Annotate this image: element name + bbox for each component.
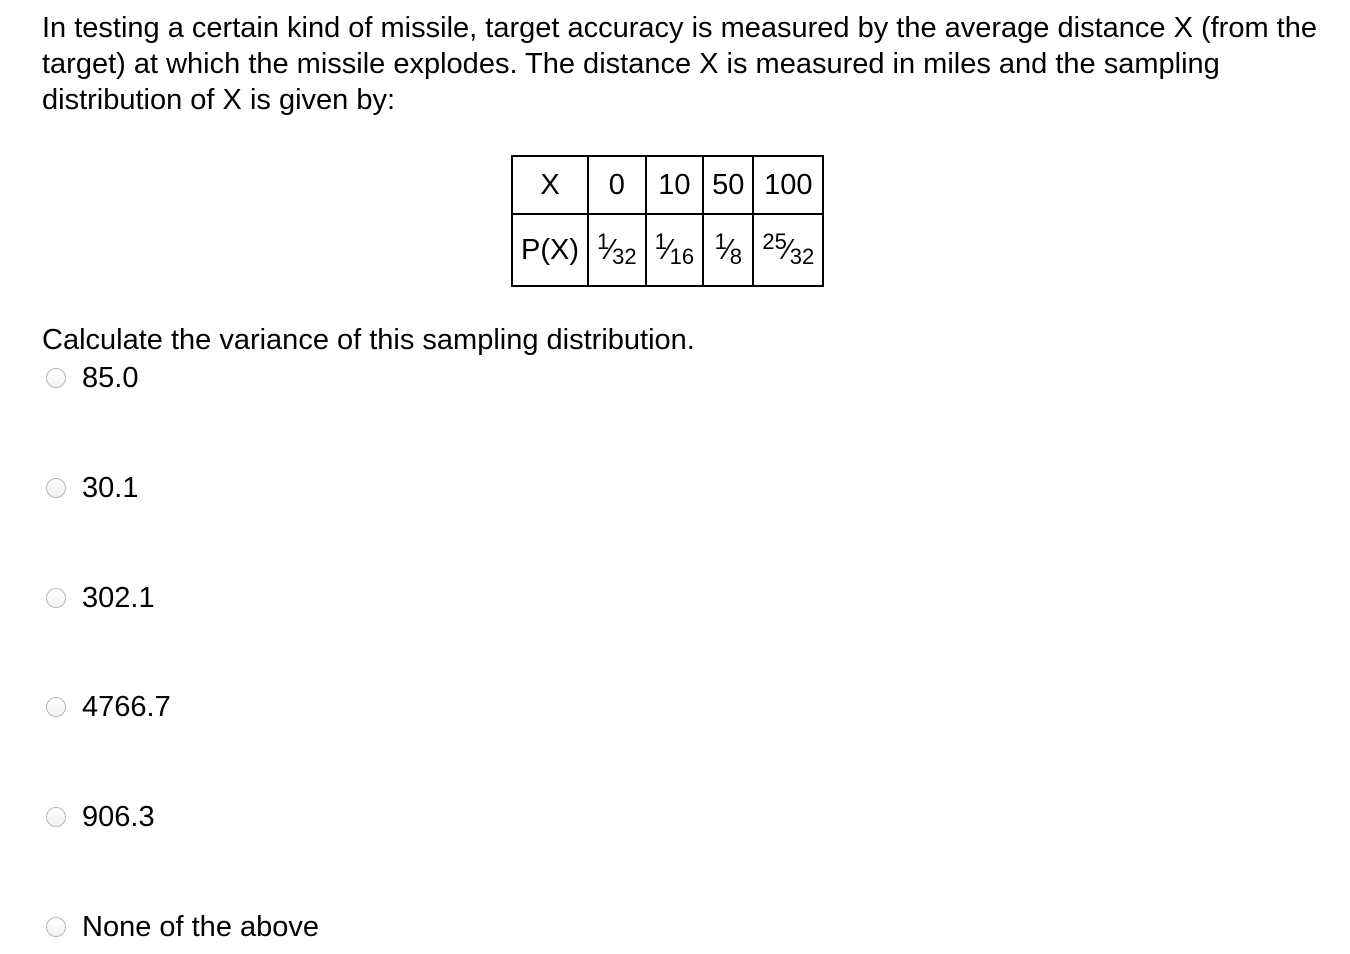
fraction-numerator: 1 xyxy=(654,228,667,254)
table-row-x xyxy=(512,156,823,214)
x-value-cell: 100 xyxy=(753,156,823,214)
x-value-cell: 10 xyxy=(646,156,704,214)
option-label: 906.3 xyxy=(82,801,155,833)
fraction-numerator: 25 xyxy=(762,228,787,254)
probability-cell xyxy=(646,214,704,286)
probability-cell xyxy=(588,214,646,286)
distribution-table xyxy=(511,155,824,287)
fraction-denominator: 32 xyxy=(789,243,815,269)
fraction-denominator: 16 xyxy=(669,243,695,269)
answer-option[interactable] xyxy=(46,580,155,616)
radio-button[interactable] xyxy=(46,697,66,717)
fraction: $^1$⁄32 xyxy=(597,228,637,269)
fraction-denominator: 8 xyxy=(729,243,742,269)
x-header-cell: X xyxy=(512,156,588,214)
option-label: 4766.7 xyxy=(82,691,171,723)
answer-option[interactable] xyxy=(46,909,319,945)
x-value-cell: 50 xyxy=(703,156,753,214)
answer-option[interactable] xyxy=(46,799,155,835)
prompt-text: Calculate the variance of this sampling distribution. xyxy=(42,324,695,356)
table-row-probability xyxy=(512,214,823,286)
answer-option[interactable] xyxy=(46,470,138,506)
answer-option[interactable] xyxy=(46,360,138,396)
option-label: 85.0 xyxy=(82,362,139,394)
fraction-numerator: 1 xyxy=(597,228,610,254)
question-text: In testing a certain kind of missile, target accuracy is measured by the average distance X (from the target) at which the missile explodes. The distance X is measured in miles and the sampling distribution of X is given by: xyxy=(42,12,1317,116)
probability-cell xyxy=(703,214,753,286)
radio-button[interactable] xyxy=(46,478,66,498)
radio-button[interactable] xyxy=(46,807,66,827)
probability-cell xyxy=(753,214,823,286)
fraction: $^1$⁄16 xyxy=(654,228,695,269)
option-label: None of the above xyxy=(82,911,320,943)
p-header-cell: P(X) xyxy=(512,214,588,286)
fraction: $^1$⁄8 xyxy=(714,228,742,269)
option-label: 30.1 xyxy=(82,472,139,504)
fraction-denominator: 32 xyxy=(612,243,637,269)
x-value-cell: 0 xyxy=(588,156,646,214)
fraction-numerator: 1 xyxy=(714,228,727,254)
radio-button[interactable] xyxy=(46,917,66,937)
radio-button[interactable] xyxy=(46,588,66,608)
answer-option[interactable] xyxy=(46,689,171,725)
radio-button[interactable] xyxy=(46,368,66,388)
fraction: $^{25}$⁄32 xyxy=(762,228,815,269)
option-label: 302.1 xyxy=(82,582,155,614)
